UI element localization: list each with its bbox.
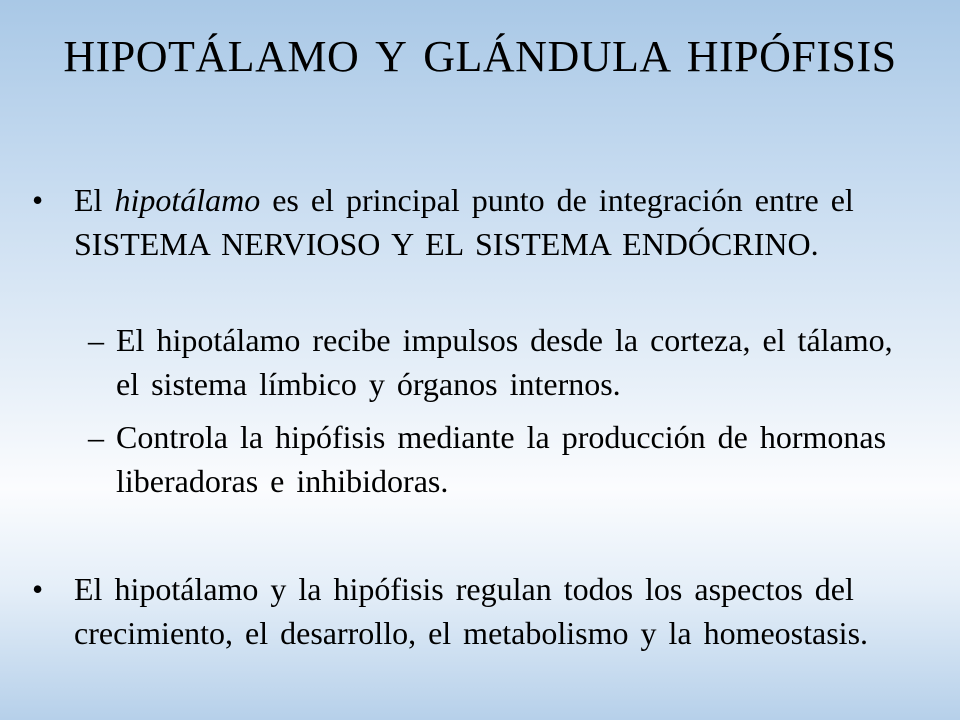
bullet-text-1 [74,178,902,266]
bullet-icon: • [32,571,44,607]
bullet-item-2 [32,567,902,655]
bullet-icon: • [32,182,44,218]
sub-item-text-2: Controla la hipófisis mediante la producción de hormonas liberadoras e inhibidoras. [116,419,887,499]
slide-title: HIPOTÁLAMO Y GLÁNDULA HIPÓFISIS [63,32,897,81]
hipotalamo-emphasis: hipotálamo [114,182,261,218]
dash-icon: – [88,419,104,455]
bullet-text-2: El hipotálamo y la hipófisis regulan todos los aspectos del crecimiento, el desarrollo, el metabolismo y la homeostasis. [74,571,869,651]
sub-item-2 [76,415,906,503]
bullet-item-1 [32,178,902,266]
dash-icon: – [88,322,104,358]
sub-item-1 [76,318,906,406]
bullet-text-1-end: es el principal punto de integración entre el SISTEMA NERVIOSO Y EL SISTEMA ENDÓCRINO. [74,182,854,262]
sub-item-text-1: El hipotálamo recibe impulsos desde la corteza, el tálamo, el sistema límbico y órganos internos. [116,322,893,402]
bullet-text-1-start: El [74,182,115,218]
